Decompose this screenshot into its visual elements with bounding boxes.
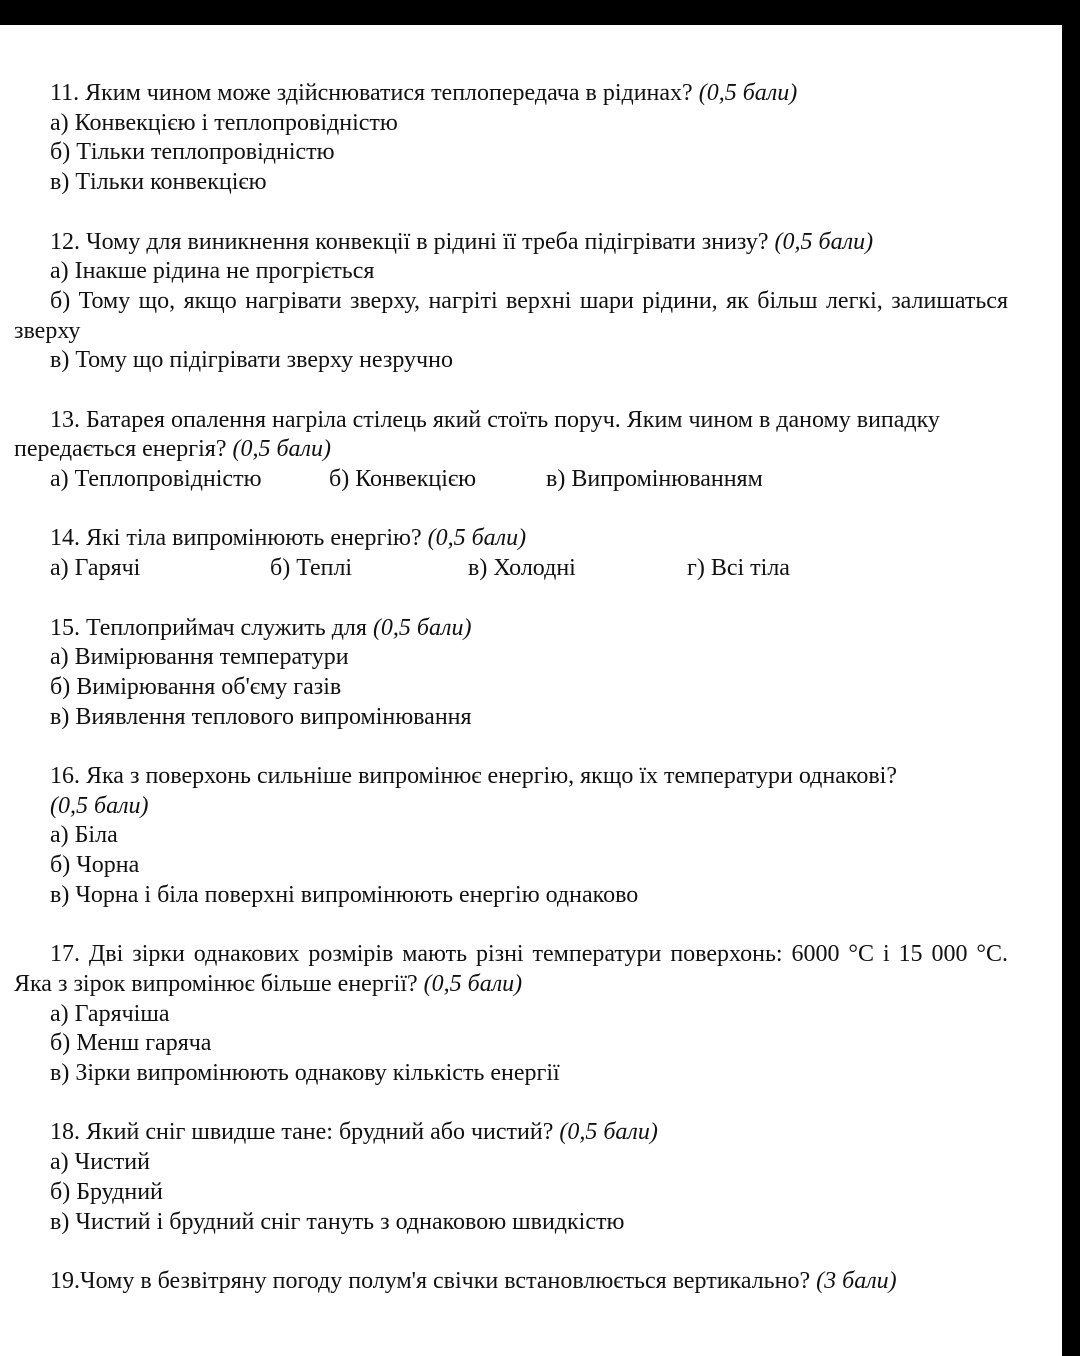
answer-option: б) Брудний: [50, 1178, 163, 1205]
answer-option: а) Конвекцією і теплопровідністю: [50, 109, 398, 136]
answer-option: а) Гарячіша: [50, 1000, 170, 1027]
answer-option: в) Тільки конвекцією: [50, 169, 267, 196]
question-text: [14, 1118, 1008, 1148]
question-prompt: 16. Яка з поверхонь сильніше випромінює енергію, якщо їх температури однакові?: [50, 763, 897, 790]
question-prompt: 17. Дві зірки однакових розмірів мають різні температури поверхонь: 6000 °С і 15 000 °С. Яка з зірок випромінює більше енергії?: [14, 941, 1008, 997]
answer-option: г) Всі тіла: [687, 555, 790, 582]
answer-option: а) Чистий: [50, 1149, 150, 1176]
answer-option: в) Випромінюванням: [546, 466, 763, 493]
question-16: [14, 762, 1008, 911]
answer-option: б) Тільки теплопровідністю: [50, 139, 335, 166]
question-points: (0,5 бали): [50, 792, 149, 819]
answer-options-row: [14, 554, 1008, 584]
answer-option: в) Зірки випромінюють однакову кількість енергії: [50, 1060, 560, 1087]
question-15: [14, 614, 1008, 733]
answer-option: а) Гарячі: [50, 555, 141, 582]
question-prompt: 18. Який сніг швидше тане: брудний або чистий?: [50, 1119, 554, 1146]
answer-option: в) Холодні: [468, 555, 576, 582]
question-points: (0,5 бали): [232, 436, 332, 463]
question-text: [14, 614, 1008, 644]
question-points: (0,5 бали): [372, 614, 472, 641]
question-17: [14, 940, 1008, 1089]
answer-option: в) Чорна і біла поверхні випромінюють енергію однаково: [50, 881, 639, 908]
question-18: [14, 1118, 1008, 1237]
answer-option: б) Чорна: [50, 852, 140, 879]
question-12: [14, 228, 1008, 377]
question-prompt: 15. Теплоприймач служить для: [50, 614, 367, 641]
question-prompt: 11. Яким чином може здійснюватися теплопередача в рідинах?: [50, 80, 693, 106]
answer-option: в) Виявлення теплового випромінювання: [50, 703, 472, 730]
answer-option: б) Теплі: [270, 555, 353, 582]
question-prompt: 14. Які тіла випромінюють енергію?: [50, 525, 422, 552]
document-page: [0, 25, 1062, 1356]
question-text: [14, 79, 1008, 109]
question-text: [14, 228, 1008, 258]
question-text: [14, 524, 1008, 554]
question-13: [14, 406, 1008, 495]
question-19: [14, 1267, 1008, 1297]
answer-option: а) Інакше рідина не прогріється: [50, 258, 375, 285]
answer-option: в) Тому що підігрівати зверху незручно: [50, 347, 453, 374]
answer-option: б) Тому що, якщо нагрівати зверху, нагріті верхні шари рідини, як більш легкі, залишаться зверху: [14, 287, 1008, 344]
question-points: (0,5 бали): [774, 228, 874, 255]
question-points: (0,5 бали): [698, 80, 798, 106]
answer-option: а) Вимірювання температури: [50, 644, 349, 671]
question-points: (0,5 бали): [559, 1119, 658, 1146]
question-points: (0,5 бали): [427, 525, 527, 552]
question-14: [14, 524, 1008, 583]
answer-option: б) Вимірювання об'єму газів: [50, 673, 342, 700]
question-points: (3 бали): [816, 1267, 897, 1294]
question-11: [14, 79, 1008, 198]
answer-option: б) Конвекцією: [329, 466, 477, 493]
answer-option: а) Біла: [50, 822, 118, 849]
answer-option: б) Менш гаряча: [50, 1030, 212, 1057]
question-prompt: 13. Батарея опалення нагріла стілець який стоїть поруч. Яким чином в даному випадку передається енергія?: [14, 406, 940, 463]
answer-option: а) Теплопровідністю: [50, 466, 262, 493]
question-prompt: 12. Чому для виникнення конвекції в рідині її треба підігрівати знизу?: [50, 228, 769, 255]
question-text: [14, 1267, 1008, 1297]
question-prompt: 19.Чому в безвітряну погоду полум'я свічки встановлюється вертикально?: [50, 1267, 811, 1294]
test-questions: [14, 79, 1008, 1297]
question-text: [14, 406, 1008, 465]
answer-options-row: [14, 465, 1008, 495]
question-points: (0,5 бали): [423, 970, 523, 997]
answer-option: в) Чистий і брудний сніг тануть з однаковою швидкістю: [50, 1208, 625, 1235]
question-text: [14, 940, 1008, 999]
